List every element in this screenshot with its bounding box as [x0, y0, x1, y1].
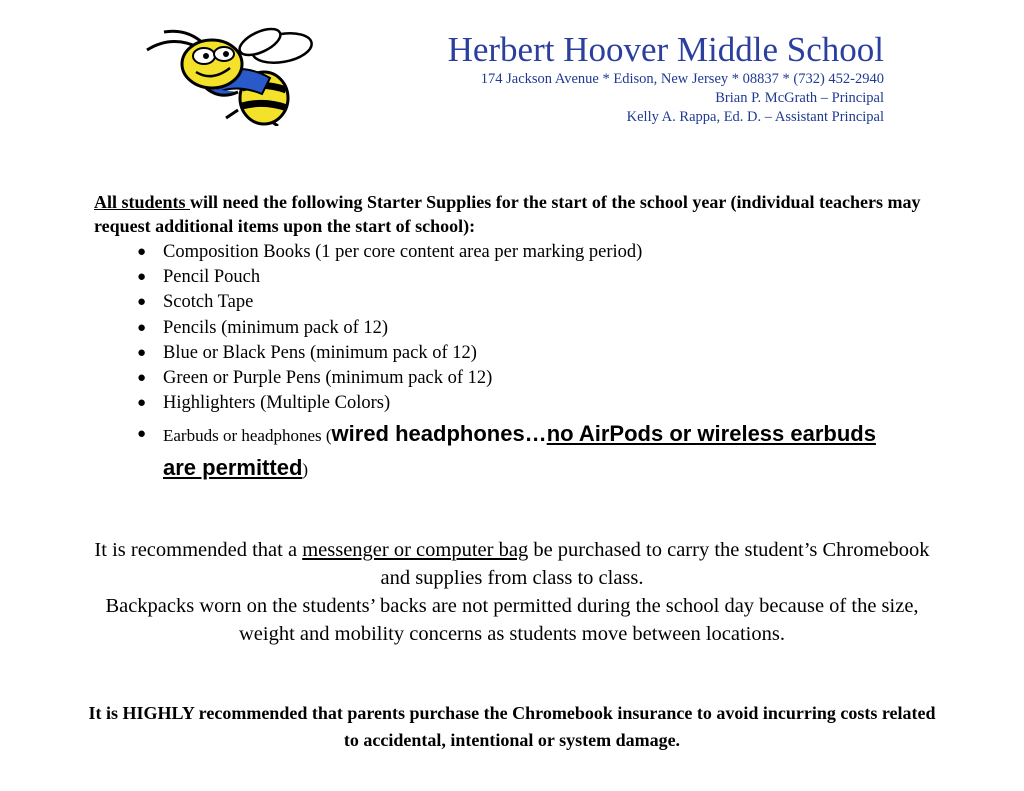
list-item: ● Pencils (minimum pack of 12) [163, 316, 923, 341]
school-address: 174 Jackson Avenue * Edison, New Jersey * 08837 * (732) 452-2940 [480, 71, 884, 87]
bullet-icon: ● [137, 269, 147, 286]
supplies-intro-underlined: All students [94, 192, 191, 212]
letterhead [448, 30, 884, 127]
bag-recommendation-line: It is recommended that a messenger or computer bag be purchased to carry the student’s Chromebook and supplies from class to class. [94, 539, 930, 589]
bullet-icon: ● [137, 319, 147, 336]
list-item-earbuds: ● Earbuds or headphones (wired headphones…no AirPods or wireless earbuds are permitted) [163, 418, 883, 486]
bullet-icon: ● [137, 426, 147, 443]
list-item: ● Pencil Pouch [163, 265, 923, 290]
earbuds-restriction: no AirPods or wireless earbuds are permitted [163, 421, 876, 481]
list-item: ● Highlighters (Multiple Colors) [163, 391, 923, 416]
bullet-icon: ● [137, 370, 147, 387]
bullet-icon: ● [137, 244, 147, 260]
bag-recommendation [80, 536, 944, 648]
bullet-icon: ● [137, 344, 147, 361]
hornet-mascot-icon [142, 26, 322, 126]
list-item: ● Green or Purple Pens (minimum pack of 12) [163, 366, 923, 391]
bullet-icon: ● [137, 395, 147, 412]
bullet-icon: ● [137, 294, 147, 311]
backpack-policy: Backpacks worn on the students’ backs are not permitted during the school day because of the size, weight and mobility concerns as students move between locations. [105, 595, 919, 645]
list-item: ● Blue or Black Pens (minimum pack of 12) [163, 341, 923, 366]
list-item: ● Scotch Tape [163, 290, 923, 315]
supplies-intro [94, 190, 934, 238]
assistant-principal-line: Kelly A. Rappa, Ed. D. – Assistant Principal [626, 109, 884, 125]
supplies-intro-rest: will need the following Starter Supplies for the start of the school year (individual teachers may request additional items upon the start of school): [94, 192, 921, 236]
insurance-note: It is HIGHLY recommended that parents purchase the Chromebook insurance to avoid incurring costs related to accidental, intentional or system damage. [88, 703, 936, 750]
principal-line: Brian P. McGrath – Principal [715, 90, 884, 106]
school-name: Herbert Hoover Middle School [447, 30, 884, 69]
list-item: ● Composition Books (1 per core content area per marking period) [163, 240, 923, 265]
bag-type: messenger or computer bag [302, 539, 529, 561]
supply-list [137, 240, 923, 486]
